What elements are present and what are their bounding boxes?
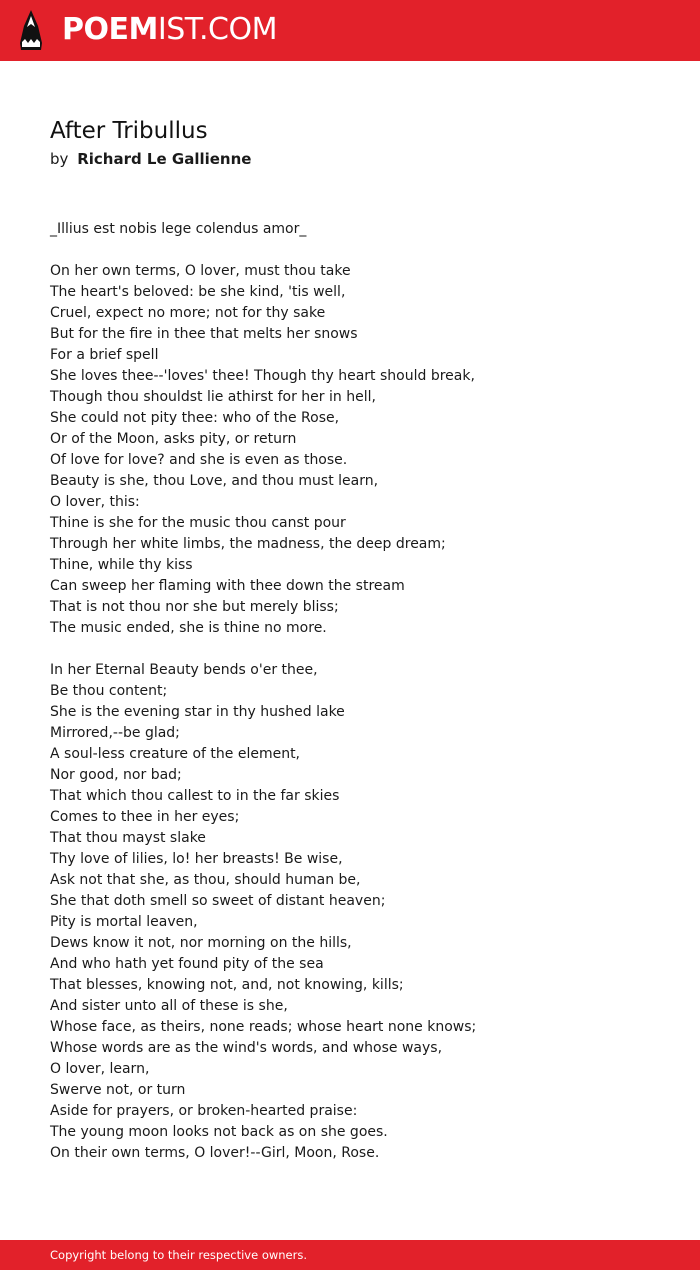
poem-line: Comes to thee in her eyes; bbox=[50, 809, 240, 825]
poem-line: Cruel, expect no more; not for thy sake bbox=[50, 305, 326, 321]
poem-line: Of love for love? and she is even as those. bbox=[50, 452, 348, 468]
poem-line: Beauty is she, thou Love, and thou must learn, bbox=[50, 473, 379, 489]
poem-line: That is not thou nor she but merely bliss; bbox=[50, 599, 339, 615]
stanza-gap bbox=[50, 240, 670, 261]
poem-line: O lover, this: bbox=[50, 494, 140, 510]
poem-line: Can sweep her flaming with thee down the stream bbox=[50, 578, 405, 594]
poem-line: She is the evening star in thy hushed lake bbox=[50, 704, 345, 720]
poem-line: Swerve not, or turn bbox=[50, 1082, 186, 1098]
poem-line: Thine, while thy kiss bbox=[50, 557, 193, 573]
poem-line: And sister unto all of these is she, bbox=[50, 998, 288, 1014]
poem-line: Or of the Moon, asks pity, or return bbox=[50, 431, 297, 447]
site-footer bbox=[0, 1240, 700, 1270]
site-logo[interactable] bbox=[62, 13, 277, 47]
poem-line: Aside for prayers, or broken-hearted praise: bbox=[50, 1103, 358, 1119]
poem-line: In her Eternal Beauty bends o'er thee, bbox=[50, 662, 318, 678]
poem-line: Nor good, nor bad; bbox=[50, 767, 182, 783]
logo-light-text: IST.COM bbox=[157, 12, 277, 47]
pen-nib-icon[interactable] bbox=[18, 9, 44, 51]
site-header bbox=[0, 0, 700, 61]
poem-line: She that doth smell so sweet of distant heaven; bbox=[50, 893, 386, 909]
logo-bold-text: POEM bbox=[62, 12, 158, 47]
poem-epigraph: _Illius est nobis lege colendus amor_ bbox=[50, 221, 307, 237]
stanza-2 bbox=[50, 660, 670, 1164]
stanza-1 bbox=[50, 261, 670, 639]
poem-body bbox=[50, 219, 670, 1164]
poem-line: The music ended, she is thine no more. bbox=[50, 620, 327, 636]
stanza-gap bbox=[50, 639, 670, 660]
poem-line: Pity is mortal leaven, bbox=[50, 914, 198, 930]
poem-line: The young moon looks not back as on she goes. bbox=[50, 1124, 388, 1140]
poem-line: Thy love of lilies, lo! her breasts! Be wise, bbox=[50, 851, 343, 867]
poem-line: That thou mayst slake bbox=[50, 830, 206, 846]
poem-line: Thine is she for the music thou canst pour bbox=[50, 515, 346, 531]
poem-line: On their own terms, O lover!--Girl, Moon, Rose. bbox=[50, 1145, 380, 1161]
poem-line: But for the fire in thee that melts her snows bbox=[50, 326, 358, 342]
poem-line: Whose face, as theirs, none reads; whose heart none knows; bbox=[50, 1019, 477, 1035]
by-label: by bbox=[50, 150, 69, 168]
poem-line: O lover, learn, bbox=[50, 1061, 150, 1077]
poem-line: Dews know it not, nor morning on the hills, bbox=[50, 935, 352, 951]
poem-line: Be thou content; bbox=[50, 683, 168, 699]
poem-line: Mirrored,--be glad; bbox=[50, 725, 180, 741]
copyright-text: Copyright belong to their respective owners. bbox=[50, 1248, 308, 1262]
poem-line: A soul-less creature of the element, bbox=[50, 746, 301, 762]
poem-line: For a brief spell bbox=[50, 347, 159, 363]
poem-line: She could not pity thee: who of the Rose, bbox=[50, 410, 340, 426]
poem-line: On her own terms, O lover, must thou take bbox=[50, 263, 351, 279]
poem-line: That blesses, knowing not, and, not knowing, kills; bbox=[50, 977, 404, 993]
poem-line: Ask not that she, as thou, should human be, bbox=[50, 872, 361, 888]
poem-line: The heart's beloved: be she kind, 'tis well, bbox=[50, 284, 346, 300]
poem-line: Whose words are as the wind's words, and whose ways, bbox=[50, 1040, 443, 1056]
poem-line: Through her white limbs, the madness, the deep dream; bbox=[50, 536, 446, 552]
poem-line: She loves thee--'loves' thee! Though thy heart should break, bbox=[50, 368, 475, 384]
poem-title: After Tribullus bbox=[50, 118, 208, 144]
poem-line: And who hath yet found pity of the sea bbox=[50, 956, 324, 972]
poem-line: Though thou shouldst lie athirst for her in hell, bbox=[50, 389, 376, 405]
author-name: Richard Le Gallienne bbox=[77, 150, 252, 168]
byline bbox=[50, 149, 251, 169]
poem-line: That which thou callest to in the far skies bbox=[50, 788, 340, 804]
